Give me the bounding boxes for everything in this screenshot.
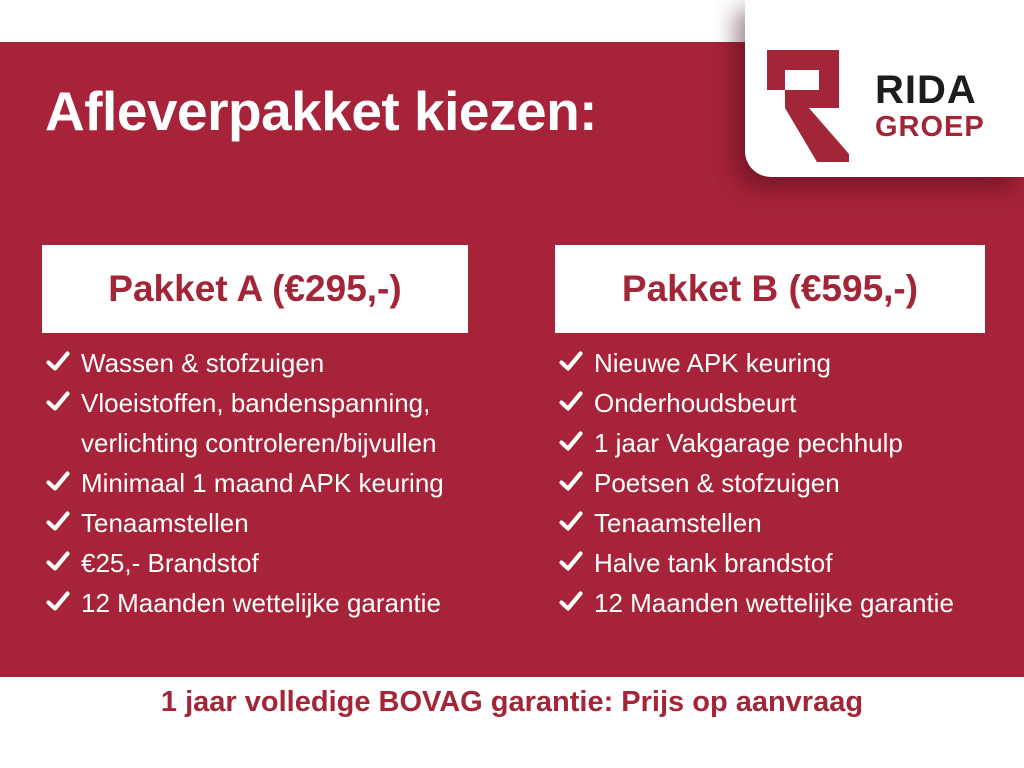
package-item-text: Wassen & stofzuigen [81, 348, 325, 378]
package-b-header [555, 245, 985, 333]
package-item-text: Tenaamstellen [594, 508, 762, 538]
check-icon [559, 549, 583, 573]
check-icon [46, 349, 70, 373]
check-icon [559, 349, 583, 373]
package-item-text: Halve tank brandstof [594, 548, 833, 578]
check-icon [559, 469, 583, 493]
package-item-text: Poetsen & stofzuigen [594, 468, 840, 498]
check-icon [46, 549, 70, 573]
rida-r-monogram-icon [767, 50, 849, 162]
package-item-text: Minimaal 1 maand APK keuring [81, 468, 444, 498]
check-icon [46, 389, 70, 413]
package-list-item [559, 583, 985, 623]
package-b [555, 245, 985, 623]
package-a [42, 245, 468, 623]
footer-text: 1 jaar volledige BOVAG garantie: Prijs op aanvraag [160, 686, 864, 718]
package-list-item [46, 503, 468, 543]
package-list-item [559, 463, 985, 503]
package-list-item [559, 423, 985, 463]
package-item-text: Onderhoudsbeurt [594, 388, 797, 418]
package-list-item [46, 383, 468, 463]
package-b-list [555, 343, 985, 623]
logo-text [875, 69, 985, 143]
check-icon [559, 509, 583, 533]
package-b-title: Pakket B (€595,-) [621, 268, 919, 309]
package-a-header [42, 245, 468, 333]
package-list-item [559, 543, 985, 583]
logo [767, 50, 985, 162]
footer-bar [0, 677, 1024, 768]
package-a-title: Pakket A (€295,-) [108, 268, 402, 309]
check-icon [46, 589, 70, 613]
package-item-text: Nieuwe APK keuring [594, 348, 832, 378]
package-item-text: Vloeistoffen, bandenspanning, verlichting controleren/bijvullen [81, 388, 437, 458]
package-item-text: 1 jaar Vakgarage pechhulp [594, 428, 903, 458]
page-title: Afleverpakket kiezen: [45, 80, 597, 142]
package-list-item [559, 503, 985, 543]
package-a-list [42, 343, 468, 623]
check-icon [559, 429, 583, 453]
check-icon [559, 389, 583, 413]
package-item-text: Tenaamstellen [81, 508, 249, 538]
package-list-item [46, 463, 468, 503]
package-list-item [559, 383, 985, 423]
package-list-item [46, 343, 468, 383]
logo-corner [745, 0, 1024, 177]
check-icon [559, 589, 583, 613]
logo-name: RIDA [875, 68, 977, 112]
package-item-text: 12 Maanden wettelijke garantie [594, 588, 954, 618]
package-item-text: €25,- Brandstof [81, 548, 259, 578]
package-list-item [46, 543, 468, 583]
package-list-item [46, 583, 468, 623]
check-icon [46, 469, 70, 493]
package-item-text: 12 Maanden wettelijke garantie [81, 588, 441, 618]
check-icon [46, 509, 70, 533]
package-list-item [559, 343, 985, 383]
logo-subtitle: GROEP [875, 111, 985, 143]
